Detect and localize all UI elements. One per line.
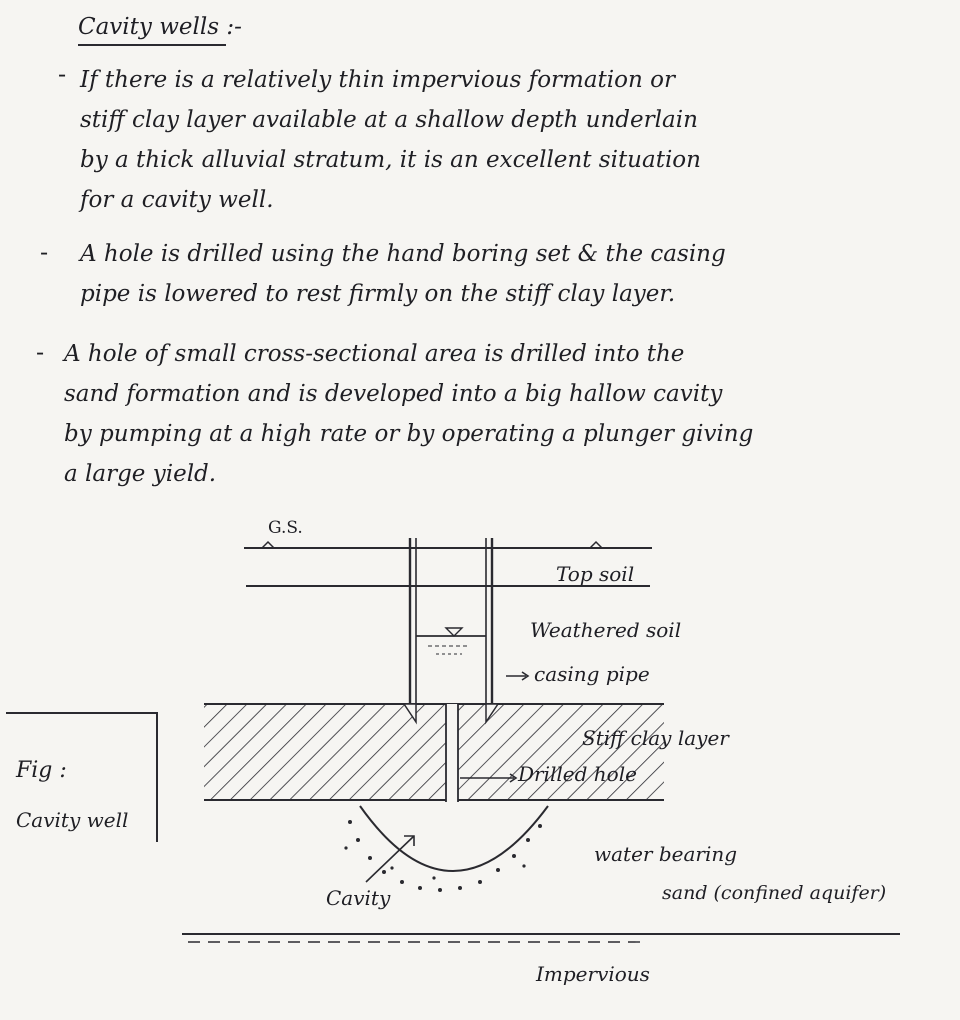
drilled-hole bbox=[446, 704, 458, 802]
confined-aquifer-label: sand (confined aquifer) bbox=[662, 882, 887, 904]
impervious-label: Impervious bbox=[536, 962, 650, 986]
top-soil-label: Top soil bbox=[556, 562, 635, 586]
cavity-arrow bbox=[366, 836, 414, 882]
water-level-marker-icon bbox=[446, 628, 462, 636]
water-bearing-label: water bearing bbox=[594, 842, 738, 866]
figure-caption: Cavity well bbox=[16, 808, 129, 832]
text-line: sand formation and is developed into a big hallow cavity bbox=[64, 381, 723, 407]
weathered-soil-label: Weathered soil bbox=[530, 618, 682, 642]
text-line: If there is a relatively thin impervious formation or bbox=[80, 67, 675, 93]
text-line: by a thick alluvial stratum, it is an excellent situation bbox=[80, 147, 701, 173]
ground-surface-label: G.S. bbox=[268, 518, 303, 538]
bullet-dash: - bbox=[40, 238, 49, 266]
text-line: a large yield. bbox=[64, 461, 217, 487]
cavity-sand-dots bbox=[344, 820, 542, 892]
figure-prefix: Fig : bbox=[16, 758, 67, 783]
text-line: by pumping at a high rate or by operating a plunger giving bbox=[64, 421, 754, 447]
text-line: pipe is lowered to rest firmly on the stiff clay layer. bbox=[80, 281, 676, 307]
text-line: for a cavity well. bbox=[80, 187, 274, 213]
casing-pipe-label: casing pipe bbox=[534, 662, 650, 686]
cavity-label: Cavity bbox=[326, 886, 391, 910]
drilled-hole-label: Drilled hole bbox=[518, 762, 637, 786]
text-line: A hole of small cross-sectional area is drilled into the bbox=[64, 341, 685, 367]
text-line: A hole is drilled using the hand boring set & the casing bbox=[80, 241, 726, 267]
text-line: stiff clay layer available at a shallow depth underlain bbox=[80, 107, 698, 133]
stiff-clay-label: Stiff clay layer bbox=[582, 726, 729, 750]
bullet-dash: - bbox=[58, 60, 67, 88]
page-title: Cavity wells :- bbox=[78, 14, 242, 40]
bullet-dash: - bbox=[36, 338, 45, 366]
